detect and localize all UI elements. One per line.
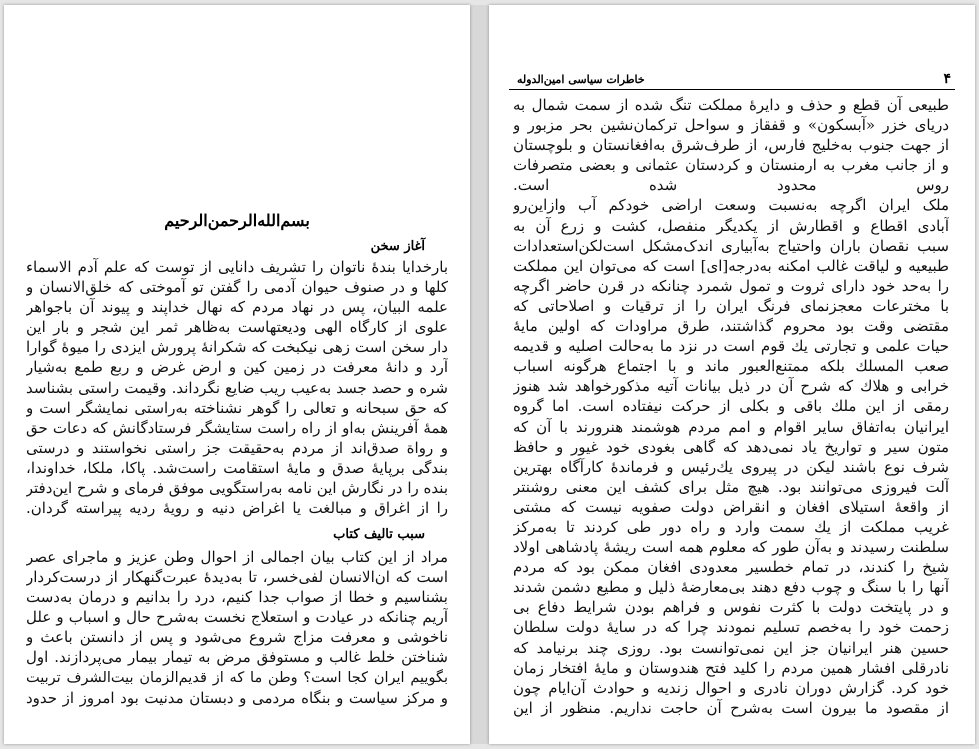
text-line: ایرانیان به‌اتفاق سایر اقوام و امم مردم هوشمند هنرورند با آن كه — [513, 417, 949, 436]
basmala-heading: بسم‌الله‌الرحمن‌الرحیم — [164, 211, 310, 230]
text-line: آنها را با سنگ و چوب دفع دهند بی‌معارضهٔ ذلیل و مطیع دشمن شدند — [513, 578, 949, 597]
text-line: علوی از کارگاه الهی ودیعتهاست به‌ظاهر ثمر این شجر و بار این — [26, 318, 448, 337]
text-line: طبیعی آن قطع و حذف و دایرهٔ مملکت تنگ شده از سمت شمال به — [513, 96, 949, 114]
body-paragraph — [513, 95, 949, 718]
book-gutter — [470, 5, 489, 744]
text-line: آلت فیروزی می‌توانند بود. هیچ مثل برای كشف این معنی روشنتر — [513, 477, 949, 496]
text-line: را از اغراق و مبالغت یا اغراض دنیه و رویهٔ ردیه پیراسته گردان. — [26, 499, 448, 518]
text-line: از جهت جنوب به‌خلیج فارس، از طرف‌شرق به‌افغانستان و بلوچستان — [513, 136, 949, 155]
text-line: شره و حصد جسد به‌عیب ریب ضایع نگرداند. وقیمت راستی بشناسد — [26, 378, 448, 397]
text-line: روس محدود شده است. — [513, 176, 949, 195]
text-line: صعب المسلك بلكه ممتنع‌العبور ماند و با اجتماع هرگونه اسباب — [513, 357, 949, 376]
text-line: خود كرد. گزارش دوران نادری و احوال زندیه و حوادث آن‌ایام چون — [513, 678, 949, 697]
page-number: ۴ — [943, 71, 951, 87]
text-line: آبادی اقطاع و اقطارش از یکدیگر منفصل، کشت و زرع آن به — [513, 216, 949, 235]
text-line: با مخترعات معجزنمای فرنگ ایران را از ترقیات و اصلاحاتی که — [513, 296, 949, 315]
text-line: متون سیر و تواریخ یاد نمی‌دهد كه گاهی بغودی خود غیور و حافظ — [513, 437, 949, 456]
text-line: ناخوشی و معرفت مزاج شروع می‌شود و پس از دانستن باعث و — [26, 628, 448, 647]
text-line: و از جانب مغرب به ارمنستان و کردستان عثمانی و بعضی متصرفات — [513, 156, 949, 175]
text-line: آرد و دانهٔ معرفت در زمین کین و ارض غرض و ربع طمع به‌شیار — [26, 358, 448, 377]
text-line: طبیعیه و لیاقت غالب امکنه به‌درجه‌[ای] است که می‌توان این مملکت — [513, 256, 949, 275]
text-line: بشناسیم و خطا از صواب جدا کنیم، درد را بدانیم و درمان به‌دست — [26, 588, 448, 607]
text-line: نادرقلی افشار همین مردم را كلید فتح هندوستان و مایهٔ افتخار زمان — [513, 658, 949, 677]
text-line: همهٔ آفرینش به‌او از راه راست ستایشگر فرستادگانش که دعات حق — [26, 418, 448, 437]
text-line: است که ان‌الانسان لفی‌خسر، تا به‌دیدهٔ عبرت‌گنهکار از درست‌کردار — [26, 568, 448, 587]
text-line: بگوییم ایران کجا است؟ وطن ما که از قدیم‌الزمان بیت‌الشرف تربیت — [26, 669, 448, 686]
text-line: از مقصود ما بیرون است به‌شرح آن حاجت نداریم. منظور از این — [513, 698, 949, 717]
text-line: شناختن خلط غالب و مستوفق مرض به تیمار بیمار می‌پردازند. اول — [26, 648, 448, 667]
text-line: مراد از این کتاب بیان اجمالی از احوال وطن عزیز و ماجرای عصر — [26, 548, 448, 566]
text-line: و در پایتخت دولت با كثرت نفوس و فراهم بودن شرایط دفاع بی — [513, 598, 949, 617]
text-line: زحمت خود را به‌خصم تسلیم نمودند چرا كه در سایهٔ دولت سلطان — [513, 618, 949, 637]
opening-paragraph — [26, 257, 448, 518]
text-line: حسین هنر ایرانیان جز این نمی‌توانست بود. روزی چند برنیامد كه — [513, 638, 949, 657]
text-line: علمه البیان، پس در نهاد مردم که نهال خداپند و پیوند آن باجواهر — [26, 298, 448, 317]
left-page — [4, 5, 470, 744]
text-line: غریب مملكت از یك سمت وارد و راه دور طی كردند تا به‌مركز — [513, 517, 949, 536]
text-line: ملک ایران اگرچه به‌نسبت وسعت اراضی خودکم آب وازاین‌رو — [513, 196, 949, 215]
running-header — [509, 71, 955, 90]
text-line: بارخدایا بندهٔ ناتوان را تشریف دانایی از توست که علم آدم الاسماء — [26, 258, 448, 276]
text-line: از واقعهٔ استیلای افغان و انقراض دولت صفویه نیست كه مشتی — [513, 497, 949, 516]
text-line: بنده را در نگارش این نامه به‌راستگویی موفق فرمای و شرح این‌دفتر — [26, 479, 448, 498]
section-title-reason: سبب تالیف کتاب — [333, 527, 425, 542]
right-page — [489, 5, 975, 744]
text-line: بندگی برپایهٔ صدق و مایهٔ استقامت راست‌شد. پاکا، ملکا، خداوندا، — [26, 458, 448, 477]
text-line: را به‌حد خود دارای ثروت و تمول شمرد چنانکه در قرن حاضر اگرچه — [513, 276, 949, 295]
text-line: مقتضی وقت بود محروم گذاشتند، طرق مراودات که اولین مایهٔ — [513, 317, 949, 336]
text-line: کلها و در صنوف حیوان آدمی را گفتن تو آموختی که خلق‌الانسان و — [26, 278, 448, 297]
section-title-opening: آغاز سخن — [370, 239, 425, 254]
text-line: دریای خزر «آبسکون» و قفقاز و سواحل ترکمان‌نشین بحر مزبور و — [513, 116, 949, 135]
text-line: شرف نوع باشند لیكن در پیروی یك‌رئیس و فرماندهٔ كارآگاه بهترین — [513, 457, 949, 476]
text-line: شیخ را كندند، در تمام خطسیر معدودی افغان ممكن بود كه مردم — [513, 558, 949, 577]
text-line: رمقی از این ملك باقی و بكلی از حركت نیفتاده است. اما گروه — [513, 397, 949, 416]
text-line: دار سخن است زهی نیکبخت که شکرانهٔ پرورش ایزدی را میوهٔ گوارا — [26, 338, 448, 357]
text-line: خرابی و هلاك كه شرح آن در ذیل بیانات آتیه مذكورخواهد شد هنوز — [513, 377, 949, 396]
text-line: و مرکز سیاست و بنگاه مردمی و دبستان مدنیت بود امروز از حدود — [26, 688, 448, 707]
reason-paragraph — [26, 547, 448, 708]
text-line: و رواة صدق‌اند از مردم به‌حقیقت جز راستی نخواستند و درستی — [26, 438, 448, 457]
text-line: سبب نقصان باران واحتیاج به‌آبیاری اندک‌مشکل است‌لکن‌استعدادات — [513, 236, 949, 255]
running-title: خاطرات سیاسی امین‌الدوله — [517, 73, 645, 86]
text-line: آریم چنانکه در عیادت و استعلاج نخست به‌شرح حال و اسباب و علل — [26, 608, 448, 627]
text-line: سلطنت رسیدند و به‌آن طور كه معلوم همه است ریشهٔ پادشاهی اولاد — [513, 538, 949, 557]
text-line: که حق سبحانه و تعالی را گوهر نشناخته به‌راستی نمایشگر است و — [26, 398, 448, 417]
text-line: حیات علمی و تجارتی یك قوم است در نزد ما به‌حالت اصلیه و قدیمه — [513, 337, 949, 356]
